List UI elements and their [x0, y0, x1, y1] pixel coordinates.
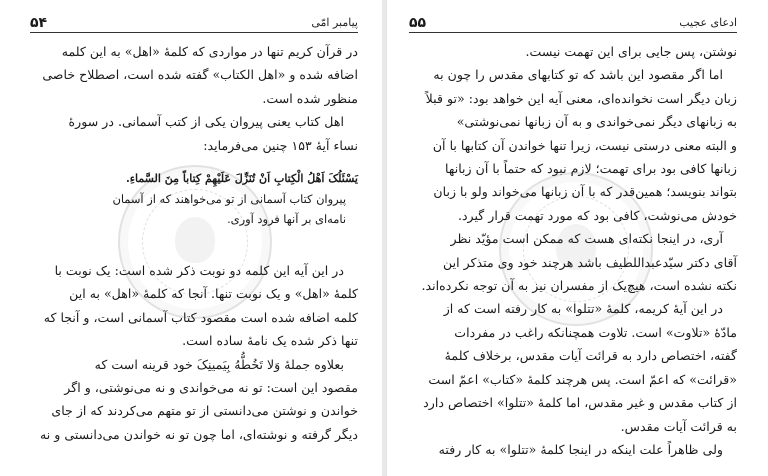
text-line: نکته نشده است، هیچ‌یک از مفسران نیز به آن توجه نکرده‌اند.: [421, 278, 737, 294]
text-line: آقای دکتر سیّدعبداللطیف باشد هرچند خود وی متذکر این: [443, 254, 737, 270]
text-line: منظور شده است.: [262, 90, 358, 106]
text-line: اما اگر مقصود این باشد که تو کتابهای مقدس را چون به: [433, 67, 723, 83]
text-line: تنها ذکر شده یک نامهٔ ساده است.: [182, 333, 358, 349]
text-line: بتواند بنویسد؛ همین‌قدر که با آن زبانها می‌خواند ولو با زبان: [433, 184, 737, 200]
text-line: به زبانهای دیگر نمی‌خواندی و به آن زبانها نمی‌نوشتی»: [456, 114, 737, 130]
running-head: [30, 10, 358, 33]
right-page: [386, 0, 768, 476]
text-line: به قرائت آیات مقدس.: [620, 418, 737, 434]
page-body: [409, 40, 737, 476]
text-line: نوشتن، پس جایی برای این تهمت نیست.: [525, 44, 737, 59]
running-title: ادعای عجیب: [679, 16, 737, 29]
text-line: اضافه شده و «اهل الکتاب» گفته شده است، اصطلاح خاصی: [42, 67, 358, 83]
text-line: نساء آیهٔ ۱۵۳ چنین می‌فرماید:: [203, 137, 358, 153]
verse-translation-line: نامه‌ای بر آنها فرود آوری.: [227, 212, 346, 227]
text-line: گفته، اختصاص دارد به قرائت آیات مقدس، برخلاف کلمهٔ: [444, 348, 737, 364]
text-line: خواندن و نوشتن می‌دانستی از تو متهم می‌کردند که از جای: [51, 403, 358, 419]
text-line: مقصود این است: تو نه می‌خواندی و نه می‌نوشتی، و اگر: [64, 380, 358, 396]
running-title: پیامبر امّی: [311, 16, 358, 29]
text-line: مادّهٔ «تلاوت» است. تلاوت همچنانکه راغب در مفردات: [454, 324, 737, 340]
running-head: [409, 10, 737, 33]
text-line: در این آیهٔ کریمه، کلمهٔ «تتلوا» به کار رفته است که از: [443, 301, 723, 317]
text-line: دیگر گرفته و نوشته‌ای، اما چون تو نه خواندن می‌دانستی و نه: [40, 426, 358, 442]
left-page: [0, 0, 383, 476]
text-line: «قرائت» که اعمّ است. پس هرچند کلمهٔ «کتاب» اعمّ است: [428, 371, 737, 387]
text-line: در قرآن کریم تنها در مواردی که کلمهٔ «اهل» به این کلمه: [61, 44, 358, 59]
quran-verse-arabic: یَسْئَلُکَ اَهْلُ الْکِتابِ اَنْ تُنَزِّلَ عَلَیْهِمْ کِتاباً مِنَ السَّماءِ.: [125, 172, 358, 186]
text-line: زبانها کافی بود برای تهمت؛ لازم نبود که حتماً با آن زبانها: [445, 161, 737, 177]
text-line: خودش می‌نوشت، کافی بود که مورد تهمت قرار گیرد.: [457, 207, 737, 223]
text-line: ولی ظاهراً علت اینکه در اینجا کلمهٔ «تتلوا» به کار رفته: [438, 441, 723, 457]
verse-translation-line: پیروان کتاب آسمانی از تو می‌خواهند که از آسمان: [112, 192, 346, 207]
text-line: و البته معنی درستی نیست، زیرا تنها خواندن آن کتابها با آن: [432, 137, 737, 153]
page-body: [30, 40, 358, 476]
text-line: در این آیه این کلمه دو نوبت ذکر شده است: یک نوبت با: [54, 263, 344, 279]
page-number: ۵۴: [30, 15, 48, 31]
text-line: بعلاوه جملهٔ وَلا تَخُطُّهُ بِیَمینِکَ خود قرینه است که: [94, 356, 344, 372]
page-number: ۵۵: [409, 15, 427, 31]
text-line: آری، در اینجا نکته‌ای هست که ممکن است مؤیّد نظر: [450, 231, 723, 247]
text-line: کلمهٔ «اهل» و یک نوبت تنها. آنجا که کلمهٔ «اهل» به این: [69, 286, 358, 302]
text-line: از کتاب مقدس و غیر مقدس، اما کلمهٔ «تتلوا» اختصاص دارد: [423, 395, 737, 411]
text-line: کلمه اضافه شده است مقصود کتاب آسمانی است، و آنجا که: [43, 309, 358, 325]
text-line: اهل کتاب یعنی پیروان یکی از کتب آسمانی. در سورهٔ: [68, 114, 344, 130]
text-line: زبان دیگر است نخوانده‌ای، معنی آیه این خواهد بود: «تو قبلاً: [425, 90, 737, 106]
